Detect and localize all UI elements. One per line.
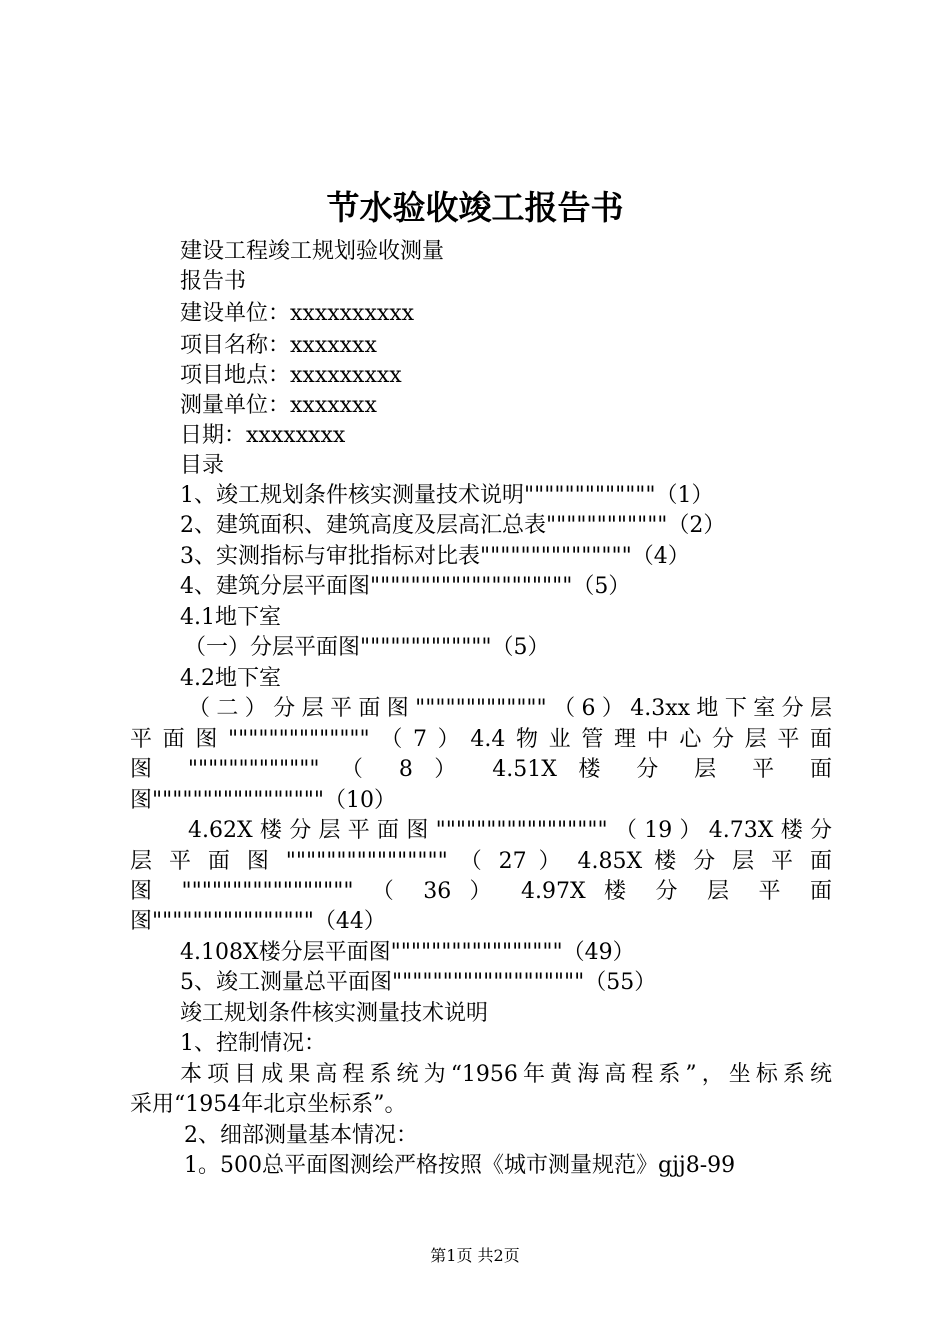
- toc-heading: 目录: [180, 453, 225, 478]
- toc-para2-line-2: 层 平 面 图 """""""""""""""" （ 27 ） 4.85X 楼 分 层 平 面: [130, 849, 832, 874]
- toc-para-line-2: 平面图""""""""""""""（7）4.4物业管理中心分层平面: [130, 727, 832, 752]
- control-text-line-2: 采用“1954年北京坐标系”。: [130, 1092, 407, 1117]
- toc-item-4-1-sub: （一）分层平面图"""""""""""""（5）: [184, 635, 550, 660]
- toc-para2-line-4: 图""""""""""""""""（44）: [130, 909, 386, 934]
- toc-para2-line-1: 4.62X楼分层平面图"""""""""""""""""（19）4.73X楼分: [188, 818, 832, 843]
- section-heading: 竣工规划条件核实测量技术说明: [180, 1001, 489, 1026]
- toc-item-4-2: 4.2地下室: [180, 666, 281, 691]
- page-footer: 第1页 共2页: [430, 1246, 520, 1265]
- control-text-line-1: 本项目成果高程系统为“1956年黄海高程系”，坐标系统: [180, 1062, 832, 1087]
- toc-para-line-4: 图"""""""""""""""""（10）: [130, 788, 397, 813]
- subtitle-line-1: 建设工程竣工规划验收测量: [180, 239, 445, 264]
- toc-item-4: 4、建筑分层平面图""""""""""""""""""""（5）: [180, 574, 631, 599]
- date-line: 日期：xxxxxxxx: [180, 423, 346, 448]
- subtitle-line-2: 报告书: [180, 269, 247, 294]
- toc-item-1: 1、竣工规划条件核实测量技术说明"""""""""""""（1）: [180, 483, 714, 508]
- project-name-line: 项目名称：xxxxxxx: [180, 333, 377, 358]
- toc-item-5: 5、竣工测量总平面图"""""""""""""""""""（55）: [180, 970, 657, 995]
- toc-para2-line-3: 图 """"""""""""""""" （ 36 ） 4.97X 楼 分 层 平 面: [130, 879, 832, 904]
- toc-item-3: 3、实测指标与审批指标对比表"""""""""""""""（4）: [180, 544, 690, 569]
- toc-item-4-1: 4.1地下室: [180, 605, 281, 630]
- survey-unit-line: 测量单位：xxxxxxx: [180, 393, 377, 418]
- document-title: 节水验收竣工报告书: [326, 188, 624, 227]
- toc-para-line-1: （二）分层平面图"""""""""""""（6）4.3xx地下室分层: [188, 696, 832, 721]
- detail-text-line-1: 1。500总平面图测绘严格按照《城市测量规范》gjj8-99: [184, 1153, 736, 1178]
- detail-heading: 2、细部测量基本情况：: [184, 1123, 418, 1148]
- project-location-line: 项目地点：xxxxxxxxx: [180, 363, 402, 388]
- builder-unit-line: 建设单位：xxxxxxxxxx: [180, 301, 415, 326]
- control-heading: 1、控制情况：: [180, 1031, 326, 1056]
- toc-item-4-10: 4.108X楼分层平面图"""""""""""""""""（49）: [180, 940, 635, 965]
- toc-item-2: 2、建筑面积、建筑高度及层高汇总表""""""""""""（2）: [180, 513, 726, 538]
- toc-para-line-3: 图 """"""""""""" （ 8 ） 4.51X 楼 分 层 平 面: [130, 757, 832, 782]
